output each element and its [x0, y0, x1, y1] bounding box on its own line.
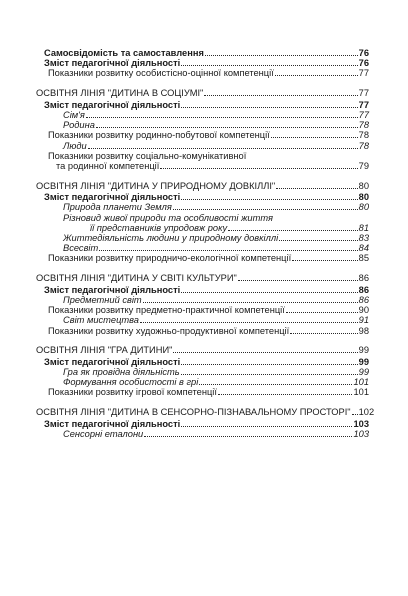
toc-page-number: 76 — [358, 58, 369, 69]
toc-page-number: 98 — [358, 325, 369, 336]
toc-page-number: 85 — [358, 253, 369, 264]
toc-page-number: 102 — [358, 407, 375, 418]
dot-leader — [275, 75, 358, 76]
toc-entry-title: Показники розвитку особистісно-оцінної компетенції — [48, 68, 274, 79]
toc-entry[interactable] — [0, 223, 408, 233]
toc-page-number: 101 — [353, 387, 369, 398]
toc-page-number: 86 — [358, 284, 369, 295]
section-gap — [0, 171, 408, 181]
dot-leader — [181, 292, 357, 293]
toc-entry[interactable] — [0, 419, 408, 429]
toc-entry-title: Самосвідомість та самоставлення — [44, 48, 204, 58]
dot-leader — [143, 302, 358, 303]
toc-entry-title: Зміст педагогічної діяльності — [44, 356, 181, 367]
dot-leader — [205, 55, 358, 56]
toc-page-number: 77 — [358, 99, 369, 110]
toc-entry-title: Зміст педагогічної діяльності — [44, 284, 181, 295]
toc-page-number: 99 — [358, 345, 369, 356]
toc-entry[interactable] — [0, 213, 408, 223]
toc-page-number: 86 — [358, 273, 369, 284]
toc-entry-title: Показники розвитку соціально-комунікативної — [48, 150, 247, 161]
toc-entry-title: ОСВІТНЯ ЛІНІЯ "ДИТИНА У СВІТІ КУЛЬТУРИ" — [36, 273, 237, 284]
toc-page-number: 99 — [358, 356, 369, 367]
toc-entry-title: Зміст педагогічної діяльності — [44, 99, 181, 110]
toc-entry[interactable] — [0, 192, 408, 202]
dot-leader — [181, 65, 357, 66]
toc-page-number: 79 — [358, 160, 369, 171]
toc-page-number: 103 — [353, 418, 369, 429]
dot-leader — [181, 364, 357, 365]
dot-leader — [181, 199, 357, 200]
toc-entry[interactable] — [0, 68, 408, 78]
dot-leader — [181, 107, 357, 108]
toc-entry-title: ОСВІТНЯ ЛІНІЯ "ДИТИНА В СОЦІУМІ" — [36, 88, 204, 99]
toc-entry-title: Сім'я — [63, 109, 85, 120]
toc-entry-title: Показники розвитку художньо-продуктивної компетенції — [48, 325, 290, 336]
toc-page-number: 80 — [358, 202, 369, 213]
toc-entry[interactable] — [0, 151, 408, 161]
dot-leader — [99, 250, 357, 251]
toc-page-number: 103 — [353, 429, 369, 439]
dot-leader — [228, 230, 358, 231]
toc-entry-title: та родинної компетенції — [56, 160, 160, 171]
toc-page-number: 77 — [358, 68, 369, 79]
toc-section-heading[interactable] — [0, 88, 408, 100]
toc-entry[interactable] — [0, 387, 408, 397]
section-gap — [0, 264, 408, 274]
section-gap — [0, 79, 408, 89]
dot-leader — [160, 168, 357, 169]
section-gap — [0, 398, 408, 408]
toc-entry[interactable] — [0, 326, 408, 336]
dot-leader — [286, 312, 358, 313]
toc-entry-title: Зміст педагогічної діяльності — [44, 58, 181, 69]
toc-page-number: 77 — [358, 88, 369, 99]
section-gap — [0, 336, 408, 346]
toc-entry[interactable] — [0, 315, 408, 325]
toc-entry[interactable] — [0, 377, 408, 387]
toc-page-number: 78 — [358, 140, 369, 151]
toc-entry[interactable] — [0, 110, 408, 120]
toc-entry[interactable] — [0, 243, 408, 253]
toc-entry-title: Показники розвитку природничо-екологічної компетенції — [48, 253, 292, 264]
toc-entry-title: Життедіяльність людини у природному довкіллі — [63, 233, 279, 243]
dot-leader — [181, 426, 352, 427]
dot-leader — [218, 394, 353, 395]
toc-page-number: 84 — [358, 243, 369, 254]
toc-entry[interactable] — [0, 233, 408, 243]
toc-entry-title: Гра як провідна діяльність — [63, 367, 180, 378]
toc-entry-title: Показники розвитку ігрової компетенції — [48, 387, 217, 398]
toc-section-heading[interactable] — [0, 345, 408, 357]
dot-leader — [144, 436, 352, 437]
toc-entry[interactable] — [0, 285, 408, 295]
toc-page-number: 78 — [358, 120, 369, 131]
toc-section-heading[interactable] — [0, 181, 408, 193]
toc-entry-title: Природа планети Земля — [63, 202, 172, 213]
toc-page-number: 90 — [358, 305, 369, 316]
toc-entry-title: Всесвіт — [63, 243, 99, 254]
toc-entry[interactable] — [0, 295, 408, 305]
toc-entry[interactable] — [0, 120, 408, 130]
toc-entry[interactable] — [0, 202, 408, 212]
dot-leader — [181, 374, 358, 375]
toc-entry-title: Формування особистості в грі — [63, 377, 199, 388]
toc-entry-title: Зміст педагогічної діяльності — [44, 418, 181, 429]
dot-leader — [292, 260, 358, 261]
toc-entry-title: Предметний світ — [63, 294, 142, 305]
dot-leader — [86, 117, 358, 118]
toc-entry[interactable] — [0, 58, 408, 68]
dot-leader — [173, 209, 358, 210]
toc-entry-title: Показники розвитку родинно-побутової компетенції — [48, 130, 270, 141]
toc-entry-title: ОСВІТНЯ ЛІНІЯ "ДИТИНА В СЕНСОРНО-ПІЗНАВАЛЬНОМУ ПРОСТОРІ" — [36, 407, 351, 418]
dot-leader — [352, 414, 358, 415]
toc-entry[interactable] — [0, 130, 408, 140]
toc-entry[interactable] — [0, 161, 408, 171]
toc-section-heading[interactable] — [0, 407, 408, 419]
toc-entry[interactable] — [0, 305, 408, 315]
toc-entry-title: Світ мистецтва — [63, 315, 139, 326]
dot-leader — [276, 188, 357, 189]
toc-section-heading[interactable] — [0, 273, 408, 285]
dot-leader — [279, 240, 358, 241]
toc-page-number: 77 — [358, 109, 369, 120]
table-of-contents — [0, 48, 408, 439]
toc-page-number: 86 — [358, 294, 369, 305]
dot-leader — [204, 95, 357, 96]
toc-page-number: 101 — [353, 377, 369, 388]
toc-entry[interactable] — [0, 367, 408, 377]
toc-page-number: 78 — [358, 130, 369, 141]
toc-page-number: 91 — [358, 315, 369, 326]
toc-entry[interactable] — [0, 48, 408, 58]
dot-leader — [271, 137, 358, 138]
toc-entry[interactable] — [0, 253, 408, 263]
dot-leader — [290, 333, 357, 334]
toc-entry[interactable] — [0, 141, 408, 151]
dot-leader — [96, 127, 358, 128]
toc-entry-title: Зміст педагогічної діяльності — [44, 192, 181, 203]
dot-leader — [140, 322, 358, 323]
toc-page-number: 81 — [358, 222, 369, 233]
toc-entry-title: ОСВІТНЯ ЛІНІЯ "ДИТИНА У ПРИРОДНОМУ ДОВКІЛЛІ" — [36, 180, 276, 191]
dot-leader — [173, 352, 357, 353]
toc-entry-title: ОСВІТНЯ ЛІНІЯ "ГРА ДИТИНИ" — [36, 345, 173, 356]
toc-entry-title: Сенсорні еталони — [63, 429, 144, 439]
toc-entry[interactable] — [0, 100, 408, 110]
dot-leader — [88, 148, 358, 149]
toc-entry[interactable] — [0, 429, 408, 439]
toc-entry-title: Показники розвитку предметно-практичної компетенції — [48, 305, 285, 316]
dot-leader — [199, 384, 352, 385]
toc-entry-title: Родина — [63, 120, 95, 131]
dot-leader — [238, 280, 358, 281]
toc-page-number: 83 — [358, 233, 369, 243]
toc-entry-title: Різновид живої природи та особливості життя — [63, 212, 273, 223]
toc-page-number: 76 — [358, 48, 369, 58]
toc-entry[interactable] — [0, 357, 408, 367]
toc-entry-title: Люди — [63, 140, 87, 151]
toc-entry-title: її представників упродовж року — [90, 222, 228, 233]
toc-page-number: 80 — [358, 192, 369, 203]
toc-page-number: 99 — [358, 367, 369, 378]
toc-page-number: 80 — [358, 180, 369, 191]
